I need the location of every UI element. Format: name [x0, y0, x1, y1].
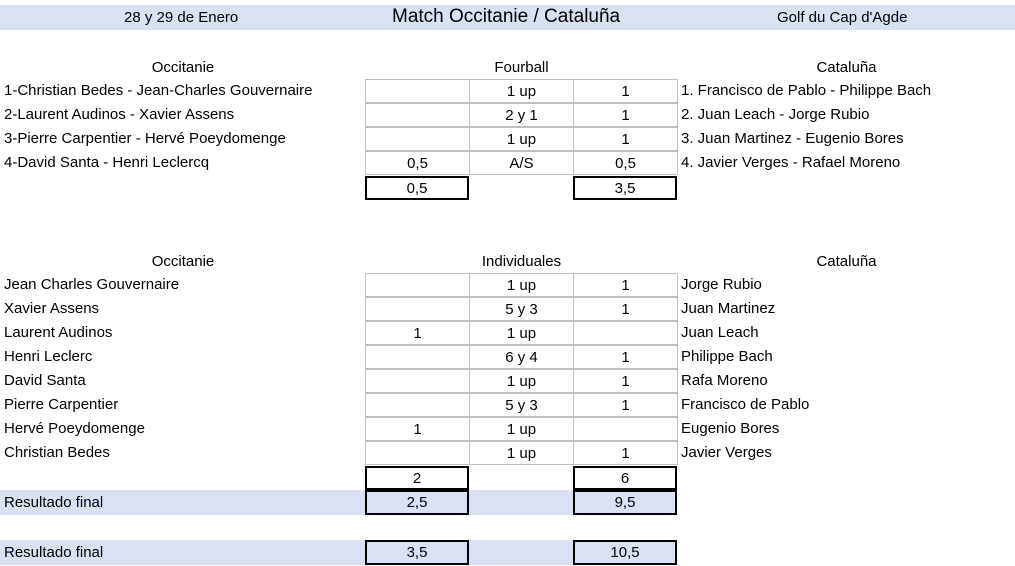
singles-left-score-cell [365, 345, 470, 369]
singles-right-player: Eugenio Bores [681, 420, 780, 437]
fourball-right-player: 4. Javier Verges - Rafael Moreno [681, 154, 901, 171]
singles-right-player: Jorge Rubio [681, 276, 762, 293]
singles-left-player: Laurent Audinos [4, 324, 113, 341]
fourball-left-score-cell [365, 103, 470, 127]
singles-total-right: 6 [573, 466, 677, 490]
singles-total-left: 2 [365, 466, 469, 490]
result1-right: 9,5 [573, 490, 677, 515]
singles-left-score-cell [365, 273, 470, 297]
singles-left-score-cell [365, 393, 470, 417]
fourball-right-player: 1. Francisco de Pablo - Philippe Bach [681, 82, 932, 99]
singles-match-result-cell: 5 y 3 [469, 297, 574, 321]
fourball-match-result-cell: A/S [469, 151, 574, 175]
singles-left-score-cell: 1 [365, 417, 470, 441]
singles-right-player: Rafa Moreno [681, 372, 768, 389]
page-title: Match Occitanie / Cataluña [392, 6, 621, 27]
fourball-left-player: 1-Christian Bedes - Jean-Charles Gouvernaire [4, 82, 313, 99]
singles-right-player: Juan Leach [681, 324, 759, 341]
singles-left-player: Pierre Carpentier [4, 396, 119, 413]
singles-right-score-cell: 1 [573, 273, 678, 297]
singles-right-score-cell [573, 417, 678, 441]
singles-right-player: Juan Martinez [681, 300, 776, 317]
singles-left-score-cell [365, 441, 470, 465]
singles-right-team: Cataluña [816, 253, 877, 270]
fourball-right-player: 2. Juan Leach - Jorge Rubio [681, 106, 870, 123]
singles-section-title: Individuales [481, 253, 562, 270]
fourball-match-result-cell: 1 up [469, 127, 574, 151]
result1-left: 2,5 [365, 490, 469, 515]
singles-right-player: Philippe Bach [681, 348, 773, 365]
fourball-left-player: 2-Laurent Audinos - Xavier Assens [4, 106, 235, 123]
fourball-left-score-cell: 0,5 [365, 151, 470, 175]
singles-match-result-cell: 5 y 3 [469, 393, 574, 417]
singles-match-result-cell: 1 up [469, 273, 574, 297]
singles-right-score-cell: 1 [573, 393, 678, 417]
fourball-match-result-cell: 2 y 1 [469, 103, 574, 127]
singles-left-player: Christian Bedes [4, 444, 110, 461]
singles-right-score-cell [573, 321, 678, 345]
singles-match-result-cell: 1 up [469, 369, 574, 393]
result1-label: Resultado final [4, 494, 104, 511]
singles-right-score-cell: 1 [573, 345, 678, 369]
fourball-match-result-cell: 1 up [469, 79, 574, 103]
singles-right-score-cell: 1 [573, 297, 678, 321]
fourball-left-player: 4-David Santa - Henri Leclercq [4, 154, 210, 171]
fourball-left-score-cell [365, 127, 470, 151]
singles-left-score-cell [365, 369, 470, 393]
singles-left-team: Occitanie [151, 253, 215, 270]
singles-left-score-cell: 1 [365, 321, 470, 345]
singles-match-result-cell: 1 up [469, 417, 574, 441]
result2-label: Resultado final [4, 544, 104, 561]
singles-right-player: Francisco de Pablo [681, 396, 810, 413]
singles-left-player: Xavier Assens [4, 300, 100, 317]
singles-right-score-cell: 1 [573, 369, 678, 393]
singles-match-result-cell: 1 up [469, 321, 574, 345]
fourball-left-score-cell [365, 79, 470, 103]
singles-left-player: Hervé Poeydomenge [4, 420, 145, 437]
fourball-left-team: Occitanie [151, 59, 215, 76]
singles-left-score-cell [365, 297, 470, 321]
fourball-total-left: 0,5 [365, 176, 469, 200]
singles-left-player: Henri Leclerc [4, 348, 93, 365]
fourball-total-right: 3,5 [573, 176, 677, 200]
singles-match-result-cell: 6 y 4 [469, 345, 574, 369]
fourball-right-score-cell: 1 [573, 79, 678, 103]
result2-left: 3,5 [365, 540, 469, 565]
fourball-right-score-cell: 1 [573, 103, 678, 127]
singles-right-player: Javier Verges [681, 444, 772, 461]
venue-name: Golf du Cap d'Agde [777, 9, 908, 26]
fourball-right-player: 3. Juan Martinez - Eugenio Bores [681, 130, 904, 147]
singles-left-player: David Santa [4, 372, 86, 389]
result2-right: 10,5 [573, 540, 677, 565]
fourball-left-player: 3-Pierre Carpentier - Hervé Poeydomenge [4, 130, 286, 147]
event-date: 28 y 29 de Enero [124, 9, 239, 26]
singles-match-result-cell: 1 up [469, 441, 574, 465]
fourball-right-team: Cataluña [816, 59, 877, 76]
singles-left-player: Jean Charles Gouvernaire [4, 276, 180, 293]
singles-right-score-cell: 1 [573, 441, 678, 465]
fourball-right-score-cell: 0,5 [573, 151, 678, 175]
fourball-section-title: Fourball [494, 59, 549, 76]
fourball-right-score-cell: 1 [573, 127, 678, 151]
